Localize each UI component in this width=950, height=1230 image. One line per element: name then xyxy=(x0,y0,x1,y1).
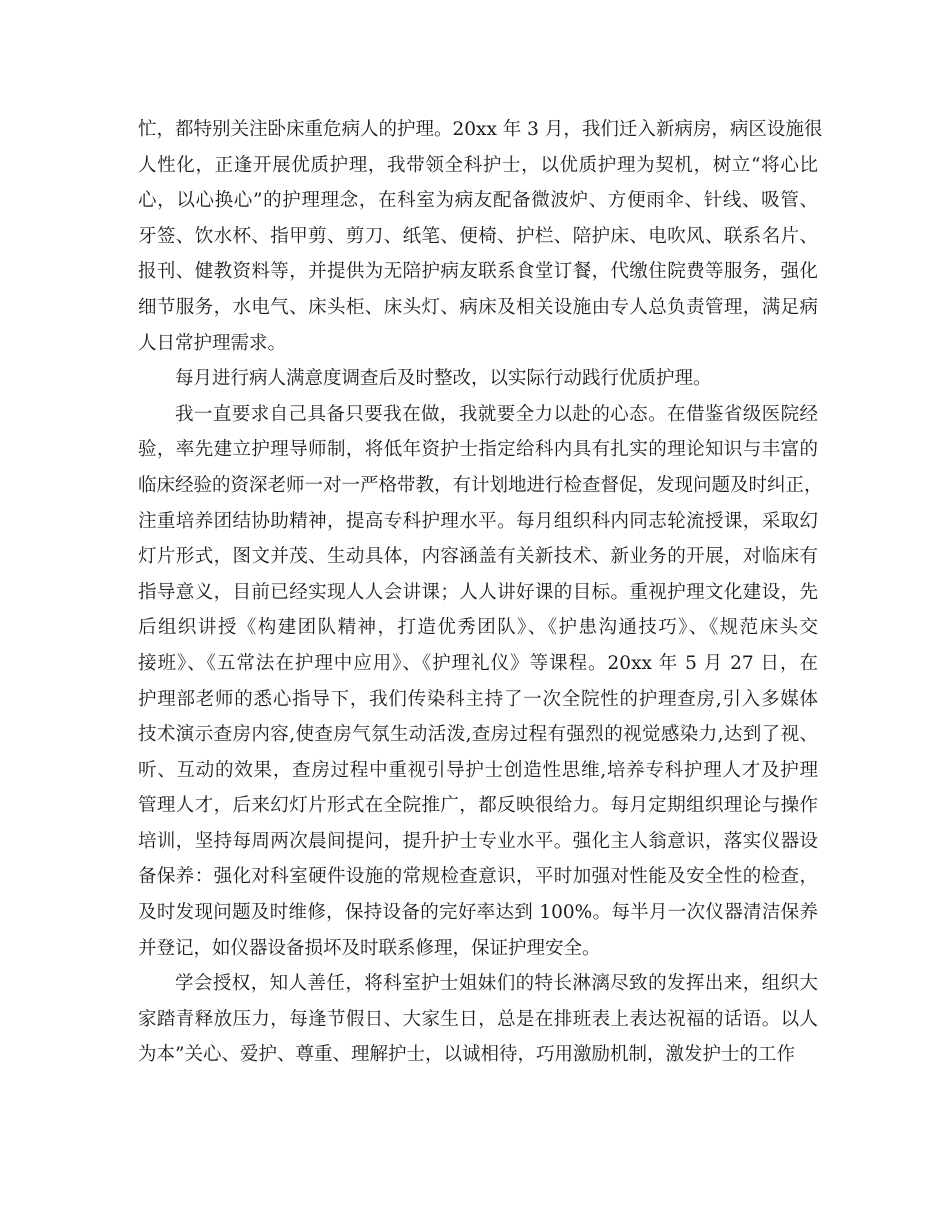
text-line: 听、互动的效果，查房过程中重视引导护士创造性思维,培养专科护理人才及护理 xyxy=(138,759,818,781)
text-line: 管理人才，后来幻灯片形式在全院推广，都反映很给力。每月定期组织理论与操作 xyxy=(138,795,818,817)
paragraph xyxy=(138,966,818,1073)
text-line: 护理部老师的悉心指导下，我们传染科主持了一次全院性的护理查房,引入多媒体 xyxy=(138,688,818,710)
text-line: 人性化，正逢开展优质护理，我带领全科护士，以优质护理为契机，树立“将心比 xyxy=(138,154,818,176)
text-line: 为本”关心、爱护、尊重、理解护士，以诚相待，巧用激励机制，激发护士的工作 xyxy=(138,1044,795,1066)
text-line: 验，率先建立护理导师制，将低年资护士指定给科内具有扎实的理论知识与丰富的 xyxy=(138,439,818,461)
text-line: 灯片形式，图文并茂、生动具体，内容涵盖有关新技术、新业务的开展，对临床有 xyxy=(138,546,818,568)
text-line: 人日常护理需求。 xyxy=(138,332,287,354)
text-line: 临床经验的资深老师一对一严格带教，有计划地进行检查督促，发现问题及时纠正， xyxy=(138,474,823,496)
text-line: 技术演示查房内容,使查房气氛生动活泼,查房过程有强烈的视觉感染力,达到了视、 xyxy=(138,724,818,746)
text-line: 学会授权，知人善任，将科室护士姐妹们的特长淋漓尽致的发挥出来，组织大 xyxy=(175,973,818,995)
text-line: 细节服务，水电气、床头柜、床头灯、病床及相关设施由专人总负责管理，满足病 xyxy=(138,296,818,318)
text-line: 我一直要求自己具备只要我在做，我就要全力以赴的心态。在借鉴省级医院经 xyxy=(175,403,818,425)
text-line: 心，以心换心”的护理理念，在科室为病友配备微波炉、方便雨伞、针线、吸管、 xyxy=(138,190,818,212)
text-line: 指导意义，目前已经实现人人会讲课；人人讲好课的目标。重视护理文化建设，先 xyxy=(138,581,818,603)
body-text xyxy=(138,112,823,1073)
text-line: 牙签、饮水杯、指甲剪、剪刀、纸笔、便椅、护栏、陪护床、电吹风、联系名片、 xyxy=(138,225,818,247)
text-line: 注重培养团结协助精神，提高专科护理水平。每月组织科内同志轮流授课，采取幻 xyxy=(138,510,818,532)
text-line: 每月进行病人满意度调查后及时整改，以实际行动践行优质护理。 xyxy=(175,368,712,390)
paragraph xyxy=(138,112,823,361)
text-line: 忙，都特别关注卧床重危病人的护理。20xx 年 3 月，我们迁入新病房，病区设施很 xyxy=(138,119,823,140)
text-line: 备保养：强化对科室硬件设施的常规检查意识，平时加强对性能及安全性的检查， xyxy=(138,866,818,888)
text-line: 并登记，如仪器设备损坏及时联系修理，保证护理安全。 xyxy=(138,937,601,959)
paragraph xyxy=(138,397,823,967)
text-line: 家踏青释放压力，每逢节假日、大家生日，总是在排班表上表达祝福的话语。以人 xyxy=(138,1008,818,1030)
text-line: 及时发现问题及时维修，保持设备的完好率达到 100%。每半月一次仪器清洁保养 xyxy=(138,902,818,924)
text-line: 培训，坚持每周两次晨间提问，提升护士专业水平。强化主人翁意识，落实仪器设 xyxy=(138,830,818,852)
text-line: 报刊、健教资料等，并提供为无陪护病友联系食堂订餐，代缴住院费等服务，强化 xyxy=(138,261,818,283)
text-line: 接班》、《五常法在护理中应用》、《护理礼仪》等课程。20xx 年 5 月 27 日，在 xyxy=(138,652,818,674)
paragraph xyxy=(138,361,818,397)
text-line: 后组织讲授《构建团队精神，打造优秀团队》、《护患沟通技巧》、《规范床头交 xyxy=(138,617,818,639)
